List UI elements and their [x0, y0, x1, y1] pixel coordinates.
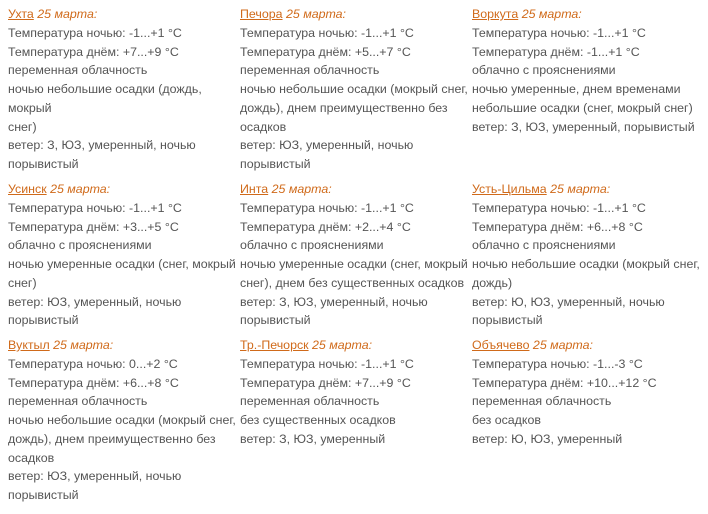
forecast-date: 25 марта: — [37, 7, 98, 21]
cloudiness: переменная облачность — [8, 394, 148, 409]
precipitation-line: небольшие осадки (снег, мокрый снег) — [472, 100, 693, 115]
night-temperature: Температура ночью: -1...+1 °C — [8, 26, 182, 40]
city-forecast-vorkuta — [472, 5, 704, 136]
precipitation-line: осадков — [8, 450, 55, 465]
night-temperature: Температура ночью: -1...+1 °C — [472, 26, 646, 40]
forecast-date: 25 марта: — [50, 182, 111, 196]
city-header — [240, 336, 472, 355]
city-forecast-vuktyl — [8, 336, 240, 505]
night-temperature: Температура ночью: -1...+1 °C — [240, 26, 414, 40]
precipitation-line: дождь) — [472, 275, 513, 290]
wind-line: порывистый — [240, 156, 311, 171]
precipitation-line: снег), днем без существенных осадков — [240, 275, 465, 290]
precipitation-line: ночью небольшие осадки (мокрый снег, — [240, 82, 468, 97]
wind-line: порывистый — [8, 156, 79, 171]
cloudiness: переменная облачность — [8, 63, 148, 78]
precipitation-line: осадков — [240, 119, 287, 134]
city-header — [472, 5, 704, 24]
day-temperature: Температура днём: +6...+8 °C — [472, 219, 643, 234]
city-header — [472, 180, 704, 199]
cloudiness: облачно с прояснениями — [8, 238, 152, 253]
city-header — [240, 5, 472, 24]
day-temperature: Температура днём: +7...+9 °C — [240, 375, 411, 390]
city-forecast-obyachevo — [472, 336, 704, 449]
forecast-date: 25 марта: — [521, 7, 582, 21]
day-temperature: Температура днём: +6...+8 °C — [8, 375, 179, 390]
wind-line: ветер: Ю, ЮЗ, умеренный, ночью — [472, 294, 665, 309]
wind-line: порывистый — [8, 487, 79, 502]
precipitation-line: снег) — [8, 275, 37, 290]
wind-line: порывистый — [472, 313, 543, 328]
precipitation-line: дождь), днем преимущественно без — [240, 100, 448, 115]
city-header — [8, 5, 240, 24]
day-temperature: Температура днём: +7...+9 °C — [8, 44, 179, 59]
forecast-date: 25 марта: — [550, 182, 611, 196]
city-link-usinsk[interactable]: Усинск — [8, 182, 47, 196]
precipitation-line: без осадков — [472, 413, 541, 428]
city-link-inta[interactable]: Инта — [240, 182, 269, 196]
precipitation-line: без существенных осадков — [240, 413, 396, 428]
city-link-obyachevo[interactable]: Объячево — [472, 338, 530, 352]
night-temperature: Температура ночью: -1...+1 °C — [240, 357, 414, 371]
city-link-vorkuta[interactable]: Воркута — [472, 7, 519, 21]
city-header — [8, 180, 240, 199]
city-header — [8, 336, 240, 355]
forecast-date: 25 марта: — [532, 338, 593, 352]
precipitation-line: ночью умеренные осадки (снег, мокрый — [8, 257, 236, 272]
day-temperature: Температура днём: -1...+1 °C — [472, 44, 640, 59]
city-forecast-ukhta — [8, 5, 240, 174]
precipitation-line: снег) — [8, 119, 37, 134]
wind-line: ветер: Ю, ЮЗ, умеренный — [472, 431, 623, 446]
city-link-pechora[interactable]: Печора — [240, 7, 283, 21]
city-header — [240, 180, 472, 199]
cloudiness: облачно с прояснениями — [472, 63, 616, 78]
city-forecast-pechora — [240, 5, 472, 174]
city-forecast-ust-tsilma — [472, 180, 704, 330]
forecast-date: 25 марта: — [312, 338, 373, 352]
day-temperature: Температура днём: +3...+5 °C — [8, 219, 179, 234]
day-temperature: Температура днём: +2...+4 °C — [240, 219, 411, 234]
wind-line: ветер: ЮЗ, умеренный, ночью — [240, 138, 414, 153]
cloudiness: переменная облачность — [240, 394, 380, 409]
wind-line: порывистый — [8, 313, 79, 328]
wind-line: ветер: ЮЗ, умеренный, ночью — [8, 469, 182, 484]
wind-line: порывистый — [240, 313, 311, 328]
wind-line: ветер: ЮЗ, умеренный, ночью — [8, 294, 182, 309]
city-forecast-tr-pechorsk — [240, 336, 472, 449]
wind-line: ветер: З, ЮЗ, умеренный, ночью — [8, 138, 196, 153]
forecast-date: 25 марта: — [53, 338, 114, 352]
forecast-date: 25 марта: — [271, 182, 332, 196]
day-temperature: Температура днём: +5...+7 °C — [240, 44, 411, 59]
wind-line: ветер: З, ЮЗ, умеренный, ночью — [240, 294, 428, 309]
cloudiness: переменная облачность — [240, 63, 380, 78]
city-header — [472, 336, 704, 355]
cloudiness: облачно с прояснениями — [240, 238, 384, 253]
precipitation-line: ночью умеренные осадки (снег, мокрый — [240, 257, 468, 272]
precipitation-line: ночью умеренные, днем временами — [472, 82, 681, 97]
precipitation-line: дождь), днем преимущественно без — [8, 431, 216, 446]
wind-line: ветер: З, ЮЗ, умеренный — [240, 431, 386, 446]
forecast-date: 25 марта: — [285, 7, 346, 21]
wind-line: ветер: З, ЮЗ, умеренный, порывистый — [472, 119, 695, 134]
cloudiness: переменная облачность — [472, 394, 612, 409]
precipitation-line: ночью небольшие осадки (дождь, мокрый — [8, 82, 202, 115]
city-forecast-inta — [240, 180, 472, 330]
night-temperature: Температура ночью: -1...-3 °C — [472, 357, 643, 371]
night-temperature: Температура ночью: 0...+2 °C — [8, 357, 178, 371]
night-temperature: Температура ночью: -1...+1 °C — [472, 201, 646, 215]
night-temperature: Температура ночью: -1...+1 °C — [240, 201, 414, 215]
city-link-vuktyl[interactable]: Вуктыл — [8, 338, 50, 352]
city-link-tr-pechorsk[interactable]: Тр.-Печорск — [240, 338, 309, 352]
day-temperature: Температура днём: +10...+12 °C — [472, 375, 657, 390]
precipitation-line: ночью небольшие осадки (мокрый снег, — [8, 413, 236, 428]
cloudiness: облачно с прояснениями — [472, 238, 616, 253]
city-forecast-usinsk — [8, 180, 240, 330]
city-link-ukhta[interactable]: Ухта — [8, 7, 34, 21]
precipitation-line: ночью небольшие осадки (мокрый снег, — [472, 257, 700, 272]
city-link-ust-tsilma[interactable]: Усть-Цильма — [472, 182, 547, 196]
night-temperature: Температура ночью: -1...+1 °C — [8, 201, 182, 215]
